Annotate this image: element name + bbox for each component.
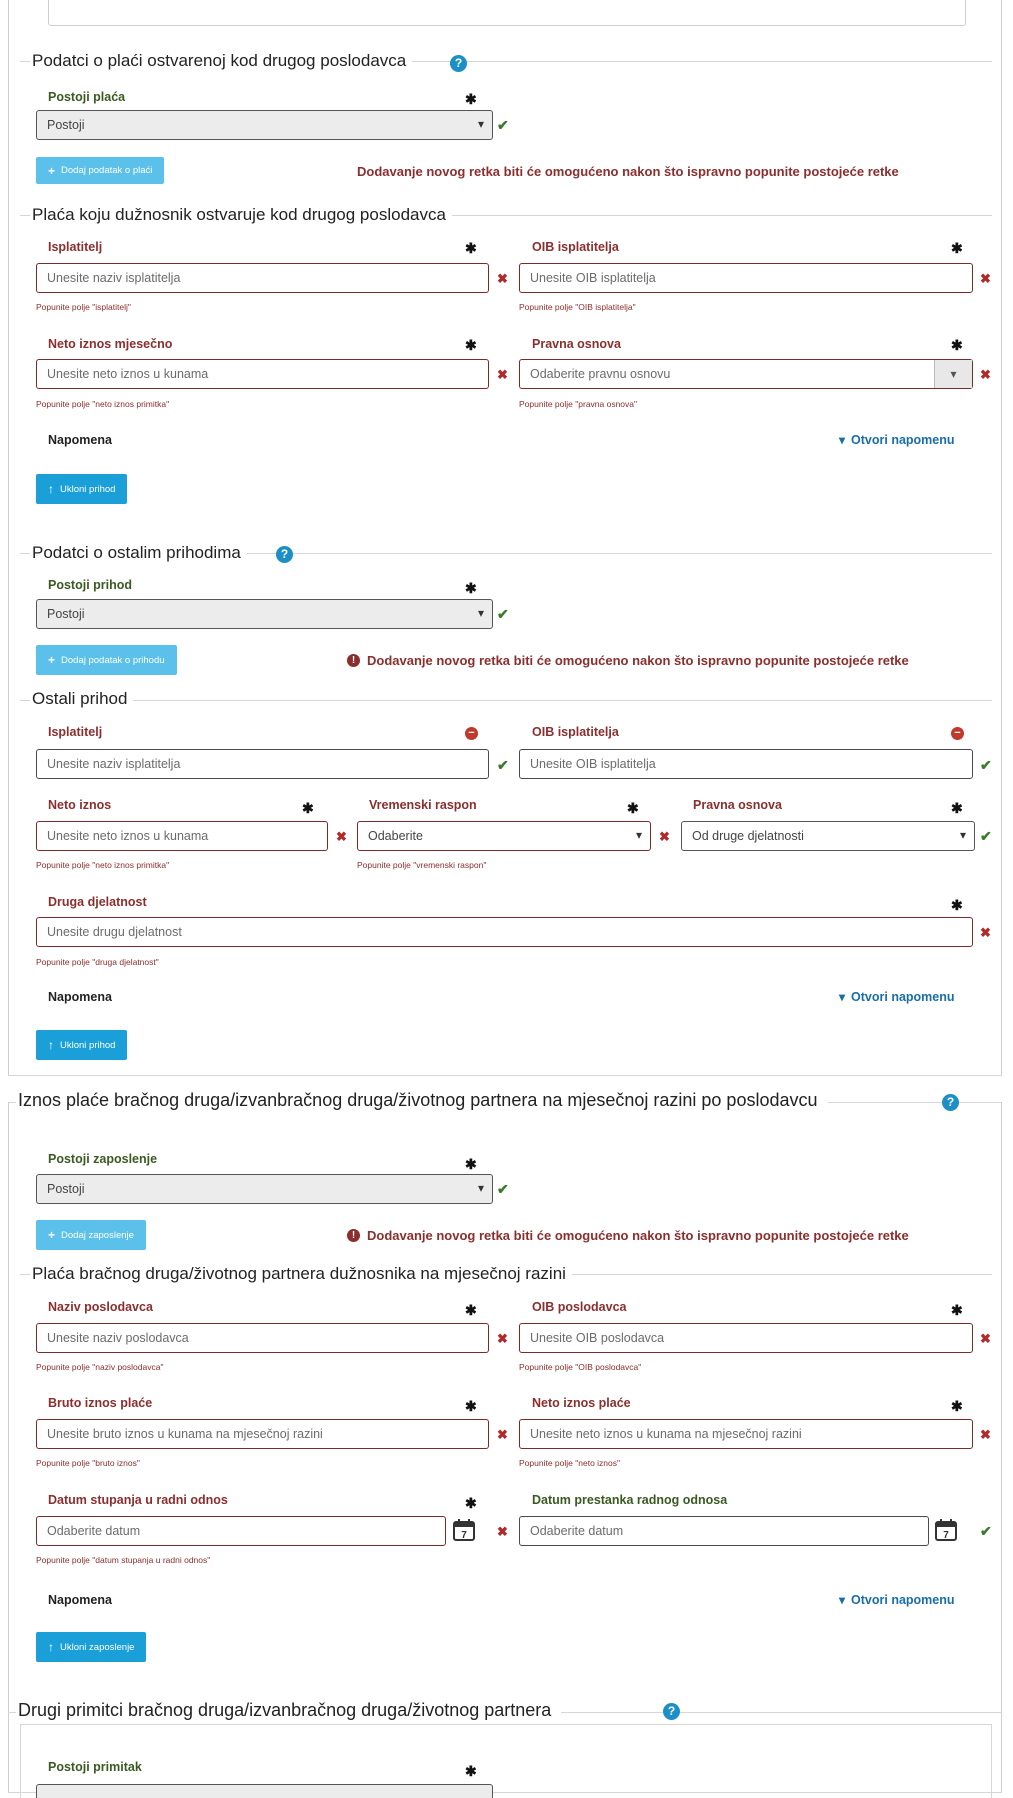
subsection-title: Plaća bračnog druga/životnog partnera dužnosnika na mjesečnoj razini xyxy=(30,1264,572,1284)
exists-select-value: Postoji xyxy=(47,118,85,132)
add-salary-button[interactable] xyxy=(36,157,164,184)
employer-input[interactable] xyxy=(37,1324,488,1352)
add-income-label: Dodaj podatak o prihodu xyxy=(61,654,165,666)
required-icon: ✱ xyxy=(951,800,963,816)
legal-label: Pravna osnova xyxy=(693,798,782,812)
error-icon: ✖ xyxy=(497,1331,508,1346)
section-title: Drugi primitci bračnog druga/izvanbračnog druga/životnog partnera xyxy=(16,1700,561,1721)
oib-hint: Popunite polje "OIB poslodavca" xyxy=(519,1362,642,1372)
divider xyxy=(20,700,992,701)
error-icon: ✖ xyxy=(659,829,670,844)
required-icon: ✱ xyxy=(465,337,477,353)
chevron-down-icon: ▾ xyxy=(959,828,966,842)
required-icon: ✱ xyxy=(951,897,963,913)
plus-icon: + xyxy=(48,653,56,667)
legal-select-value: Od druge djelatnosti xyxy=(692,829,804,843)
add-notice xyxy=(347,653,909,668)
calendar-icon[interactable] xyxy=(452,1518,476,1542)
legal-select-placeholder: Odaberite pravnu osnovu xyxy=(530,367,671,381)
oib-field[interactable] xyxy=(519,1323,973,1353)
required-icon: ✱ xyxy=(951,337,963,353)
error-icon: ✖ xyxy=(980,1331,991,1346)
net-hint: Popunite polje "neto iznos primitka" xyxy=(36,399,170,409)
remove-income-button[interactable] xyxy=(36,1030,127,1060)
check-icon: ✔ xyxy=(497,117,509,133)
open-note-link[interactable] xyxy=(839,990,955,1004)
payer-field[interactable] xyxy=(36,263,489,293)
activity-field[interactable] xyxy=(36,917,973,947)
frame-left-line xyxy=(8,0,9,1075)
exclamation-icon: ! xyxy=(347,654,360,667)
net-hint: Popunite polje "neto iznos primitka" xyxy=(36,860,170,870)
required-icon: ✱ xyxy=(465,1302,477,1318)
chevron-down-icon: ▾ xyxy=(477,117,484,131)
legal-label: Pravna osnova xyxy=(532,337,621,351)
required-icon: ✱ xyxy=(465,240,477,256)
required-icon: ✱ xyxy=(465,1156,477,1172)
oib-label: OIB poslodavca xyxy=(532,1300,627,1314)
remove-field-icon[interactable]: − xyxy=(465,727,478,740)
period-label: Vremenski raspon xyxy=(369,798,477,812)
net-field[interactable] xyxy=(519,1419,973,1449)
calendar-day: 7 xyxy=(943,1530,949,1541)
chevron-down-icon: ▾ xyxy=(635,828,642,842)
notice-text: Dodavanje novog retka biti će omogućeno nakon što ispravno popunite postojeće retke xyxy=(367,653,909,668)
add-employment-label: Dodaj zaposlenje xyxy=(61,1229,134,1241)
period-hint: Popunite polje "vremenski raspon" xyxy=(357,860,487,870)
legal-hint: Popunite polje "pravna osnova" xyxy=(519,399,638,409)
exclamation-icon: ! xyxy=(347,1229,360,1242)
net-hint: Popunite polje "neto iznos" xyxy=(519,1458,621,1468)
end-date-label: Datum prestanka radnog odnosa xyxy=(532,1493,728,1507)
frame-right-line xyxy=(1001,0,1002,1075)
help-icon[interactable]: ? xyxy=(942,1094,959,1111)
period-select-placeholder: Odaberite xyxy=(368,829,423,843)
net-label: Neto iznos plaće xyxy=(532,1396,631,1410)
gross-input[interactable] xyxy=(37,1420,488,1448)
plus-icon: + xyxy=(48,163,56,178)
error-icon: ✖ xyxy=(497,1427,508,1442)
oib-label: OIB isplatitelja xyxy=(532,240,619,254)
activity-hint: Popunite polje "druga djelatnost" xyxy=(36,957,159,967)
gross-hint: Popunite polje "bruto iznos" xyxy=(36,1458,140,1468)
notice-text: Dodavanje novog retka biti će omogućeno nakon što ispravno popunite postojeće retke xyxy=(357,164,899,179)
frame-right-line xyxy=(1001,1102,1002,1792)
oib-input[interactable] xyxy=(520,264,972,292)
remove-income-label: Ukloni prihod xyxy=(60,483,116,495)
net-field[interactable] xyxy=(36,821,328,851)
net-field[interactable] xyxy=(36,359,489,389)
section-title: Podatci o plaći ostvarenoj kod drugog poslodavca xyxy=(30,51,412,71)
note-label: Napomena xyxy=(48,1593,112,1607)
error-icon: ✖ xyxy=(980,271,991,286)
net-label: Neto iznos xyxy=(48,798,112,812)
start-date-label: Datum stupanja u radni odnos xyxy=(48,1493,228,1507)
subsection-title: Plaća koju dužnosnik ostvaruje kod drugog poslodavca xyxy=(30,205,452,225)
employer-field[interactable] xyxy=(36,1323,489,1353)
error-icon: ✖ xyxy=(497,271,508,286)
required-icon: ✱ xyxy=(465,580,477,596)
end-date-input[interactable] xyxy=(520,1517,928,1545)
exists-select-value: Postoji xyxy=(47,1182,85,1196)
add-notice xyxy=(347,1228,909,1243)
chevron-down-icon[interactable]: ▾ xyxy=(934,360,972,388)
upload-icon: ↑ xyxy=(48,1038,54,1052)
add-notice xyxy=(357,164,899,179)
payer-input[interactable] xyxy=(37,264,488,292)
note-label: Napomena xyxy=(48,433,112,447)
employer-label: Naziv poslodavca xyxy=(48,1300,153,1314)
net-label: Neto iznos mjesečno xyxy=(48,337,173,351)
add-employment-button[interactable] xyxy=(36,1220,146,1250)
chevron-down-icon: ▾ xyxy=(477,1181,484,1195)
activity-input[interactable] xyxy=(37,918,972,946)
remove-employment-button[interactable] xyxy=(36,1632,146,1662)
open-note-label: Otvori napomenu xyxy=(851,990,955,1004)
gross-label: Bruto iznos plaće xyxy=(48,1396,153,1410)
chevron-down-icon: ▾ xyxy=(839,990,846,1004)
required-icon: ✱ xyxy=(302,800,314,816)
start-date-hint: Popunite polje "datum stupanja u radni odnos" xyxy=(36,1555,211,1565)
open-note-link[interactable] xyxy=(839,1593,955,1607)
gross-field[interactable] xyxy=(36,1419,489,1449)
previous-textarea[interactable] xyxy=(48,0,966,26)
required-icon: ✱ xyxy=(951,1398,963,1414)
exists-label: Postoji plaća xyxy=(48,90,126,104)
payer-hint: Popunite polje "isplatitelj" xyxy=(36,302,131,312)
check-icon: ✔ xyxy=(497,606,509,622)
remove-field-icon[interactable]: − xyxy=(951,727,964,740)
plus-icon: + xyxy=(48,1228,56,1242)
help-icon[interactable]: ? xyxy=(450,55,467,72)
exists-select-value: Postoji xyxy=(47,607,85,621)
oib-field[interactable] xyxy=(519,749,973,779)
oib-input[interactable] xyxy=(520,1324,972,1352)
oib-label: OIB isplatitelja xyxy=(532,725,619,739)
exists-label: Postoji zaposlenje xyxy=(48,1152,158,1166)
remove-employment-label: Ukloni zaposlenje xyxy=(60,1641,135,1653)
check-icon: ✔ xyxy=(497,757,509,773)
legal-select[interactable] xyxy=(681,821,975,851)
check-icon: ✔ xyxy=(980,828,992,844)
activity-label: Druga djelatnost xyxy=(48,895,147,909)
help-icon[interactable]: ? xyxy=(276,546,293,563)
required-icon: ✱ xyxy=(951,240,963,256)
oib-field[interactable] xyxy=(519,263,973,293)
error-icon: ✖ xyxy=(980,925,991,940)
start-date-input[interactable] xyxy=(37,1517,445,1545)
frame-bottom-line xyxy=(8,1075,1002,1076)
required-icon: ✱ xyxy=(951,1302,963,1318)
error-icon: ✖ xyxy=(980,1427,991,1442)
open-note-link[interactable] xyxy=(839,433,955,447)
section-title: Iznos plaće bračnog druga/izvanbračnog druga/životnog partnera na mjesečnoj razini po poslodavcu xyxy=(16,1090,828,1111)
end-date-field[interactable] xyxy=(519,1516,929,1546)
chevron-down-icon: ▾ xyxy=(839,1593,846,1607)
required-icon: ✱ xyxy=(465,1495,477,1511)
exists-select[interactable] xyxy=(36,110,493,140)
error-icon: ✖ xyxy=(497,367,508,382)
payer-input[interactable] xyxy=(37,750,488,778)
notice-text: Dodavanje novog retka biti će omogućeno nakon što ispravno popunite postojeće retke xyxy=(367,1228,909,1243)
employer-hint: Popunite polje "naziv poslodavca" xyxy=(36,1362,164,1372)
open-note-label: Otvori napomenu xyxy=(851,433,955,447)
note-label: Napomena xyxy=(48,990,112,1004)
payer-field[interactable] xyxy=(36,749,489,779)
check-icon: ✔ xyxy=(980,757,992,773)
exists-label: Postoji primitak xyxy=(48,1760,142,1774)
add-income-button[interactable] xyxy=(36,645,177,675)
error-icon: ✖ xyxy=(497,1524,508,1539)
add-salary-label: Dodaj podatak o plaći xyxy=(61,165,153,176)
upload-icon: ↑ xyxy=(48,482,54,496)
chevron-down-icon: ▾ xyxy=(477,606,484,620)
exists-label: Postoji prihod xyxy=(48,578,133,592)
open-note-label: Otvori napomenu xyxy=(851,1593,955,1607)
net-input[interactable] xyxy=(37,360,488,388)
period-select[interactable] xyxy=(357,821,651,851)
required-icon: ✱ xyxy=(465,1763,477,1779)
oib-hint: Popunite polje "OIB isplatitelja" xyxy=(519,302,636,312)
payer-label: Isplatitelj xyxy=(48,240,103,254)
net-input[interactable] xyxy=(520,1420,972,1448)
calendar-icon[interactable] xyxy=(934,1518,958,1542)
check-icon: ✔ xyxy=(980,1523,992,1539)
subsection-title: Ostali prihod xyxy=(30,689,133,709)
chevron-down-icon: ▾ xyxy=(839,433,846,447)
required-icon: ✱ xyxy=(465,1398,477,1414)
oib-input[interactable] xyxy=(520,750,972,778)
net-input[interactable] xyxy=(37,822,327,850)
calendar-day: 7 xyxy=(461,1530,467,1541)
exists-select[interactable] xyxy=(36,599,493,629)
exists-select[interactable] xyxy=(36,1784,493,1798)
upload-icon: ↑ xyxy=(48,1640,54,1654)
required-icon: ✱ xyxy=(627,800,639,816)
section-title: Podatci o ostalim prihodima xyxy=(30,543,247,563)
frame-left-line xyxy=(8,1102,9,1792)
remove-income-label: Ukloni prihod xyxy=(60,1039,116,1051)
help-icon[interactable]: ? xyxy=(663,1703,680,1720)
payer-label: Isplatitelj xyxy=(48,725,103,739)
check-icon: ✔ xyxy=(497,1181,509,1197)
error-icon: ✖ xyxy=(336,829,347,844)
required-icon: ✱ xyxy=(465,91,477,107)
error-icon: ✖ xyxy=(980,367,991,382)
remove-income-button[interactable] xyxy=(36,474,127,504)
legal-select[interactable] xyxy=(519,359,973,389)
exists-select[interactable] xyxy=(36,1174,493,1204)
start-date-field[interactable] xyxy=(36,1516,446,1546)
